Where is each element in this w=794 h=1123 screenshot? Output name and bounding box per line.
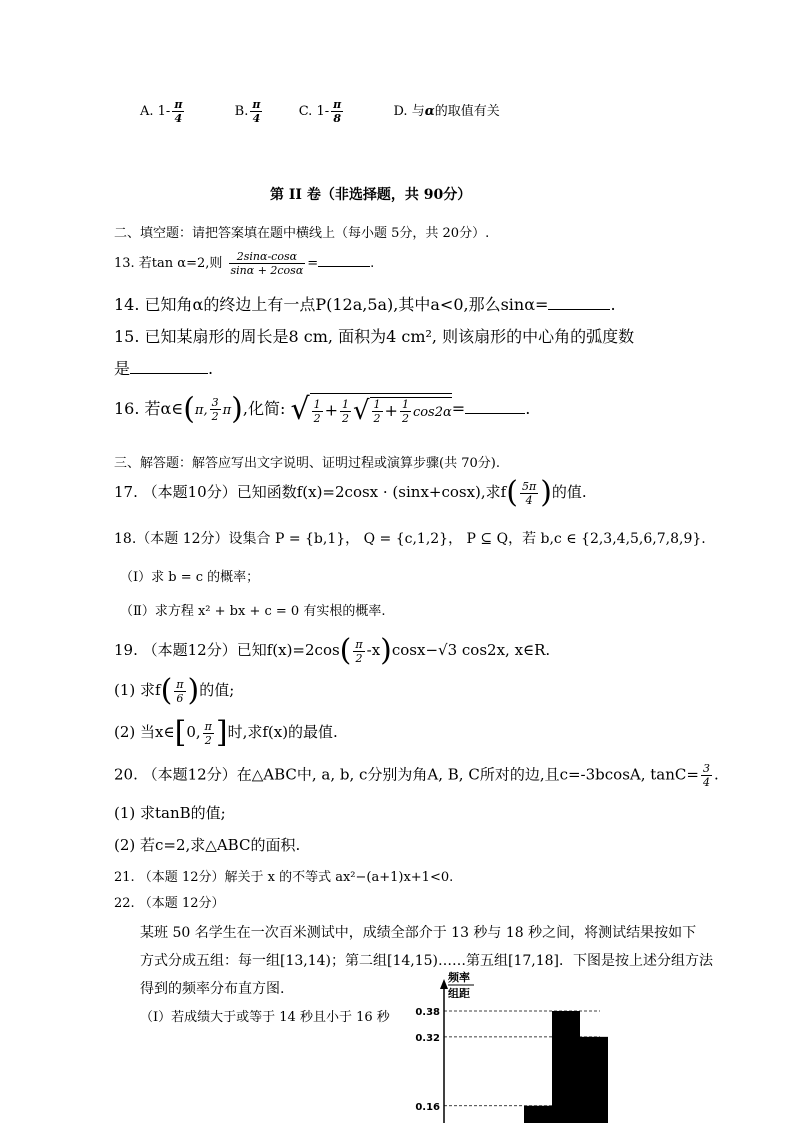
question-21: 21. （本题 12分）解关于 x 的不等式 ax²−(a+1)x+1<0. bbox=[114, 870, 454, 885]
question-19: 19. （本题12分）已知f(x)=2cos( $\frac{\pi}{2}$ -x)cosx−√3 cos2x, x∈R. bbox=[114, 633, 551, 668]
frequency-histogram bbox=[415, 965, 620, 1123]
bars bbox=[524, 1011, 608, 1123]
question-18-part1: （Ⅰ）求 b = c 的概率； bbox=[120, 570, 260, 585]
question-16: 16. 若α∈(π, $\frac{3}{2}$ π),化简: √ $\frac{1}{2}$ + $\frac{1}{2}$ √ $\frac{1}{2}$ + $\frac{1}{2}$ cos2α= . bbox=[114, 391, 531, 427]
question-22-line4: （I）若成绩大于或等于 14 秒且小于 16 秒 bbox=[140, 1010, 390, 1025]
y-tick-label: 0.16 bbox=[415, 1101, 440, 1113]
ylabel-bottom: 组距 bbox=[448, 987, 470, 1000]
question-18: 18.（本题 12分）设集合 P = {b,1}， Q = {c,1,2}， P ⊆ Q，若 b,c ∈ {2,3,4,5,6,7,8,9}. bbox=[114, 531, 706, 547]
y-axis-arrow bbox=[440, 979, 448, 989]
y-tick-label: 0.32 bbox=[415, 1032, 440, 1044]
question-13: 13. 若tan α=2,则 $\frac{2\sin\alpha-\cos\alpha}{\sin\alpha + 2\cos\alpha}$ = . bbox=[114, 250, 375, 277]
option-c: C. 1- $\frac{\pi}{8}$ bbox=[298, 98, 342, 125]
question-15-line2: 是 . bbox=[114, 359, 214, 378]
histogram-bar bbox=[580, 1037, 608, 1123]
y-tick-label: 0.38 bbox=[415, 1007, 440, 1018]
option-b: B. $\frac{\pi}{4}$ bbox=[234, 98, 261, 125]
question-17: 17. （本题10分）已知函数f(x)=2cosx · (sinx+cosx),求f( $\frac{5\pi}{4}$ )的值. bbox=[114, 475, 587, 510]
question-14: 14. 已知角α的终边上有一点P(12a,5a),其中a<0,那么sinα= . bbox=[114, 295, 616, 314]
question-15-line1: 15. 已知某扇形的周长是8 cm, 面积为4 cm², 则该扇形的中心角的弧度数 bbox=[114, 327, 635, 346]
option-d: D. 与α的取值有关 bbox=[393, 104, 500, 119]
question-19-part2: (2) 当x∈[0, $\frac{\pi}{2}$ ]时,求f(x)的最值. bbox=[114, 715, 338, 750]
question-20-part1: (1) 求tanB的值; bbox=[114, 804, 226, 822]
question-22-line3: 得到的频率分布直方图. bbox=[140, 981, 285, 997]
question-18-part2: （Ⅱ）求方程 x² + bx + c = 0 有实根的概率. bbox=[120, 604, 386, 619]
ylabel-top: 频率 bbox=[448, 971, 470, 984]
question-20-part2: (2) 若c=2,求△ABC的面积. bbox=[114, 836, 301, 854]
question-22-line2: 方式分成五组：每一组[13,14)；第二组[14,15)……第五组[17,18]．下图是按上述分组方法 bbox=[140, 953, 714, 969]
answer-options bbox=[140, 98, 500, 125]
question-20: 20. （本题12分）在△ABC中, a, b, c分别为角A, B, C所对的边,且c=-3bcosA, tanC= $\frac{3}{4}$ . bbox=[114, 762, 719, 789]
histogram-bar bbox=[524, 1106, 552, 1123]
section-title: 第 II 卷（非选择题，共 90分） bbox=[270, 187, 472, 203]
question-19-part1: (1) 求f( $\frac{\pi}{6}$ )的值; bbox=[114, 673, 235, 708]
histogram-bar bbox=[552, 1011, 580, 1123]
question-22-title: 22. （本题 12分） bbox=[114, 896, 225, 911]
solve-header: 三、解答题：解答应写出文字说明、证明过程或演算步骤(共 70分). bbox=[114, 456, 500, 471]
option-a: A. 1- $\frac{\pi}{4}$ bbox=[140, 98, 183, 125]
fill-blank-header: 二、填空题：请把答案填在题中横线上（每小题 5分，共 20分）. bbox=[114, 226, 490, 241]
question-22-line1: 某班 50 名学生在一次百米测试中，成绩全部介于 13 秒与 18 秒之间，将测试结果按如下 bbox=[140, 925, 697, 941]
